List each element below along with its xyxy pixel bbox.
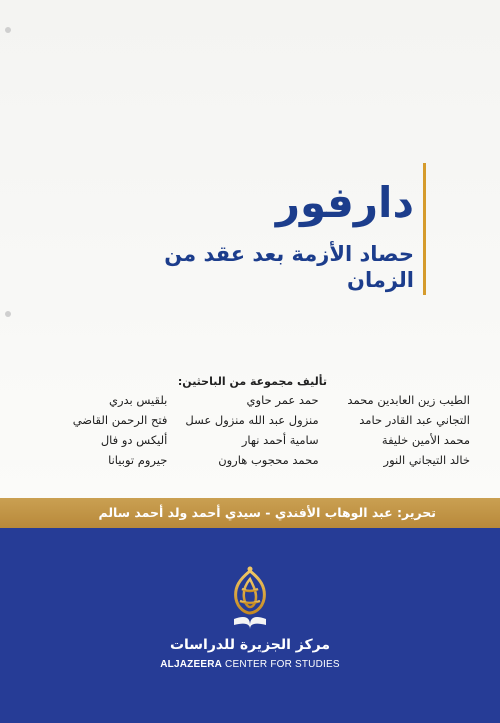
- binding-dot: [5, 27, 11, 33]
- publisher-name-arabic: مركز الجزيرة للدراسات: [169, 637, 331, 653]
- authors-list: [30, 390, 470, 490]
- editors-text: تحرير: عبد الوهاب الأفندي - سيدي أحمد ولد أحمد سالم: [98, 505, 436, 520]
- author-name: فتح الرحمن القاضي: [72, 413, 168, 427]
- author-name: محمد محجوب هارون: [218, 453, 319, 467]
- author-name: منزول عبد الله منزول عسل: [185, 413, 319, 427]
- author-name: أليكس دو فال: [100, 433, 168, 447]
- binding-dot: [5, 311, 11, 317]
- authors-column: [333, 390, 470, 490]
- author-name: التجاني عبد القادر حامد: [359, 413, 470, 427]
- author-name: خالد التيجاني النور: [383, 453, 470, 467]
- book-title: دارفور: [275, 178, 414, 227]
- author-name: الطيب زين العابدين محمد: [347, 393, 470, 407]
- author-name: بلقيس بدري: [108, 393, 168, 407]
- author-name: سامية أحمد نهار: [241, 433, 319, 447]
- authors-column: [30, 390, 167, 490]
- authors-column: [181, 390, 318, 490]
- title-accent-line: [423, 163, 426, 295]
- aljazeera-logo-icon: [220, 565, 280, 633]
- book-subtitle: حصاد الأزمة بعد عقد من الزمان: [164, 242, 414, 292]
- author-name: حمد عمر حاوي: [246, 393, 319, 407]
- authors-heading: تأليف مجموعة من الباحثين:: [177, 375, 327, 388]
- publisher-suffix: CENTER FOR STUDIES: [222, 659, 340, 670]
- author-name: محمد الأمين خليفة: [381, 433, 470, 447]
- author-name: جيروم توبيانا: [108, 453, 168, 467]
- publisher-name-english: [0, 659, 500, 670]
- publisher-brand: ALJAZEERA: [160, 659, 223, 670]
